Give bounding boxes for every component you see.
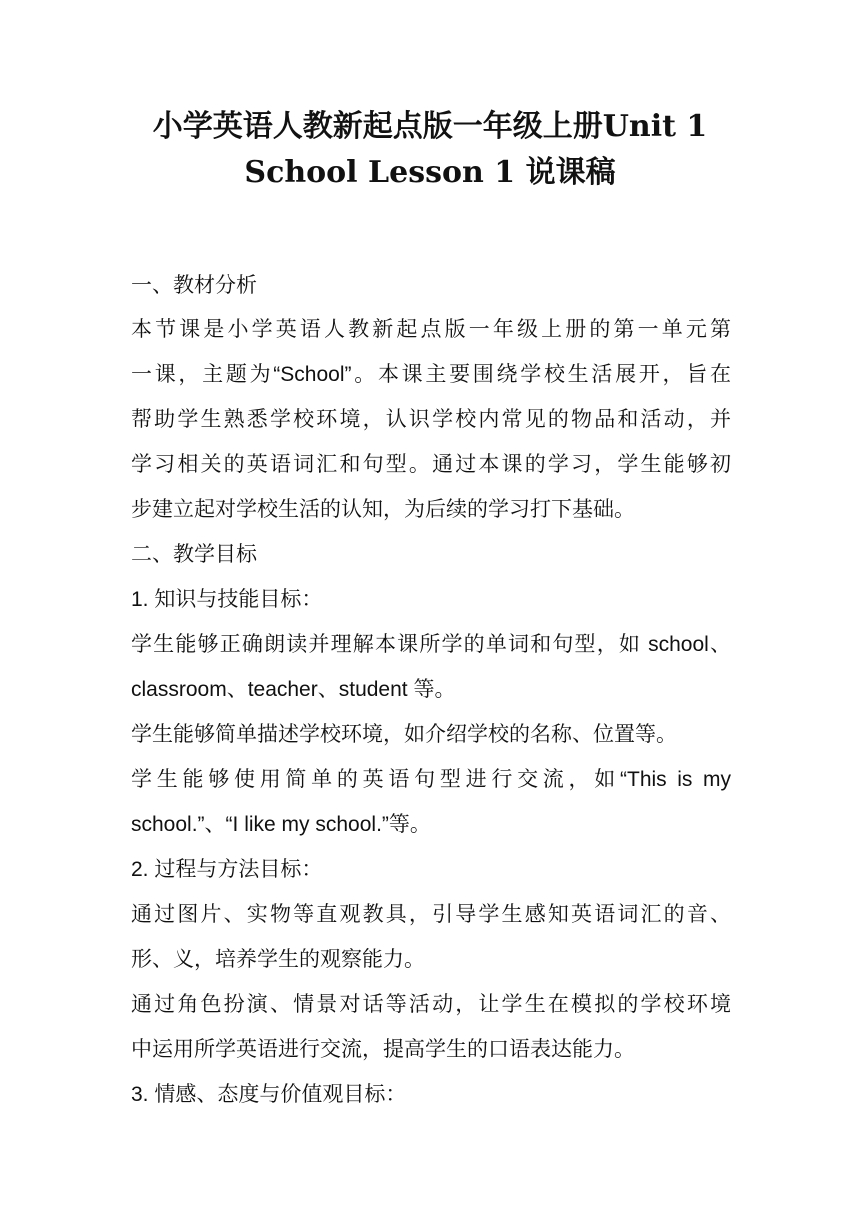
paragraph-line: school.”、“I like my school.”等。 [131,813,431,836]
paragraph-line: 通过图片、实物等直观教具，引导学生感知英语词汇的音、 [131,903,731,926]
paragraph-line: 帮助学生熟悉学校环境，认识学校内常见的物品和活动，并 [131,408,731,431]
subheading-process-methods: 2. 过程与方法目标： [131,858,323,881]
paragraph-line: 通过角色扮演、情景对话等活动，让学生在模拟的学校环境 [131,993,731,1016]
paragraph-line: classroom、teacher、student 等。 [131,678,456,701]
section-heading-teaching-objectives: 二、教学目标 [131,543,257,566]
paragraph-line: 步建立起对学校生活的认知，为后续的学习打下基础。 [131,498,635,521]
document-title-line-1: 小学英语人教新起点版一年级上册Unit 1 [152,109,708,144]
paragraph-line: 学生能够使用简单的英语句型进行交流，如“This is my [131,768,731,791]
paragraph-line: 一课，主题为“School”。本课主要围绕学校生活展开，旨在 [131,363,731,386]
subheading-knowledge-skills: 1. 知识与技能目标： [131,588,323,611]
paragraph-line: 学生能够简单描述学校环境，如介绍学校的名称、位置等。 [131,723,677,746]
section-heading-materials-analysis: 一、教材分析 [131,274,257,297]
paragraph-line: 学习相关的英语词汇和句型。通过本课的学习，学生能够初 [131,453,731,476]
paragraph-line: 本节课是小学英语人教新起点版一年级上册的第一单元第 [131,318,731,341]
document-title-line-2: School Lesson 1 说课稿 [244,155,616,190]
subheading-emotion-attitude-values: 3. 情感、态度与价值观目标： [131,1083,407,1106]
paragraph-line: 学生能够正确朗读并理解本课所学的单词和句型，如 school、 [131,633,731,656]
paragraph-line: 形、义，培养学生的观察能力。 [131,948,425,971]
paragraph-line: 中运用所学英语进行交流，提高学生的口语表达能力。 [131,1038,635,1061]
